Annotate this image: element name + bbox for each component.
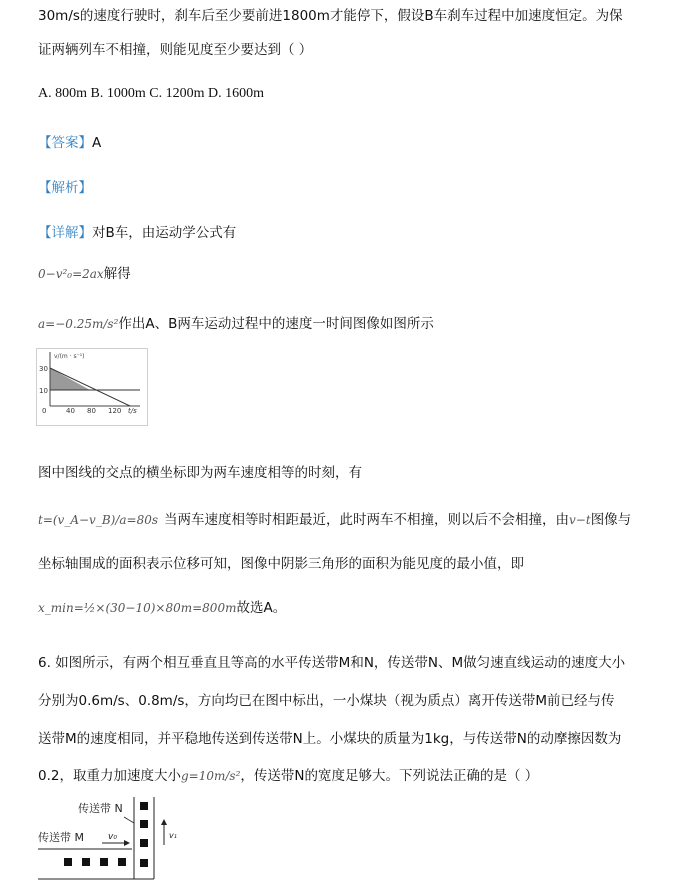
coal-block <box>140 802 148 810</box>
y-tick-10: 10 <box>39 387 48 395</box>
answer-row <box>38 131 101 151</box>
area-text: 坐标轴围成的面积表示位移可知，图像中阴影三角形的面积为能见度的最小值，即 <box>38 556 524 572</box>
detail-row <box>38 221 236 241</box>
q6-line-4-end: ，传送带N的宽度足够大。下列说法正确的是（ ） <box>240 768 539 784</box>
y-tick-30: 30 <box>39 365 48 373</box>
equation-4-suffix: 故选A。 <box>236 600 287 616</box>
x-tick-80: 80 <box>87 407 96 415</box>
coal-block <box>140 859 148 867</box>
equation-2: a=−0.25m/s² <box>38 317 119 331</box>
x-tick-120: 120 <box>108 407 122 415</box>
y-axis-label: v/(m · s⁻¹) <box>54 353 85 360</box>
gravity-equation: g=10m/s² <box>180 769 241 783</box>
vt-label: v−t <box>569 513 591 527</box>
conveyor-figure <box>36 793 186 883</box>
q5-options: A. 800m B. 1000m C. 1200m D. 1600m <box>38 86 264 101</box>
v0-label: v₀ <box>108 832 117 842</box>
closest-text: 当两车速度相等时相距最近，此时两车不相撞，则以后不会相撞，由 <box>164 512 570 528</box>
x-axis-label: t/s <box>128 407 137 415</box>
equation-2-suffix: 作出A、B两车运动过程中的速度一时间图像如图所示 <box>118 316 434 332</box>
answer-value: A <box>92 135 102 151</box>
v1-arrow-head <box>161 819 167 825</box>
belt-n-label: 传送带 N <box>78 802 123 815</box>
v0-arrow-head <box>124 840 130 846</box>
q6-text-line-1: 6. 如图所示，有两个相互垂直且等高的水平传送带M和N，传送带N、M做匀速直线运动的速度大小 <box>38 655 626 671</box>
belt-n-leader <box>124 817 134 823</box>
analysis-tag: 【解析】 <box>38 180 92 196</box>
belt-m-label: 传送带 M <box>38 831 84 844</box>
q6-text-line-2: 分别为0.6m/s、0.8m/s，方向均已在图中标出，一小煤块（视为质点）离开传送带M前已经与传 <box>38 693 615 709</box>
v1-label: v₁ <box>169 831 177 840</box>
detail-tag: 【详解】 <box>38 225 92 241</box>
coal-block <box>140 839 148 847</box>
closest-text-end: 图像与 <box>590 512 632 528</box>
equation-1-row <box>38 262 131 282</box>
equation-3: t=(v_A−v_B)/a=80s <box>38 513 159 527</box>
x-tick-40: 40 <box>66 407 75 415</box>
detail-text: 对B车，由运动学公式有 <box>92 225 237 241</box>
q5-text-line-1: 30m/s的速度行驶时，刹车后至少要前进1800m才能停下，假设B车刹车过程中加速度恒定。为保 <box>38 8 623 24</box>
answer-tag: 【答案】 <box>38 135 92 151</box>
equation-1: 0−v²₀=2ax <box>38 267 104 281</box>
equation-1-suffix: 解得 <box>103 266 131 282</box>
q6-text-line-3: 送带M的速度相同，并平稳地传送到传送带N上。小煤块的质量为1kg，与传送带N的动摩擦因数为 <box>38 731 622 747</box>
coal-block <box>140 820 148 828</box>
equation-4-row <box>38 596 286 616</box>
coal-block <box>100 858 108 866</box>
q6-text-line-4 <box>38 764 538 784</box>
coal-block <box>118 858 126 866</box>
equation-4: x_min=½×(30−10)×80m=800m <box>38 601 237 615</box>
intersection-text: 图中图线的交点的横坐标即为两车速度相等的时刻，有 <box>38 465 362 481</box>
coal-block <box>64 858 72 866</box>
q5-text-line-2: 证两辆列车不相撞，则能见度至少要达到（ ） <box>38 42 313 58</box>
equation-3-row <box>38 508 631 528</box>
equation-2-row <box>38 312 434 332</box>
y-tick-0: 0 <box>42 407 47 415</box>
coal-block <box>82 858 90 866</box>
q6-line-4-start: 0.2，取重力加速度大小 <box>38 768 181 784</box>
vt-graph <box>36 348 148 426</box>
